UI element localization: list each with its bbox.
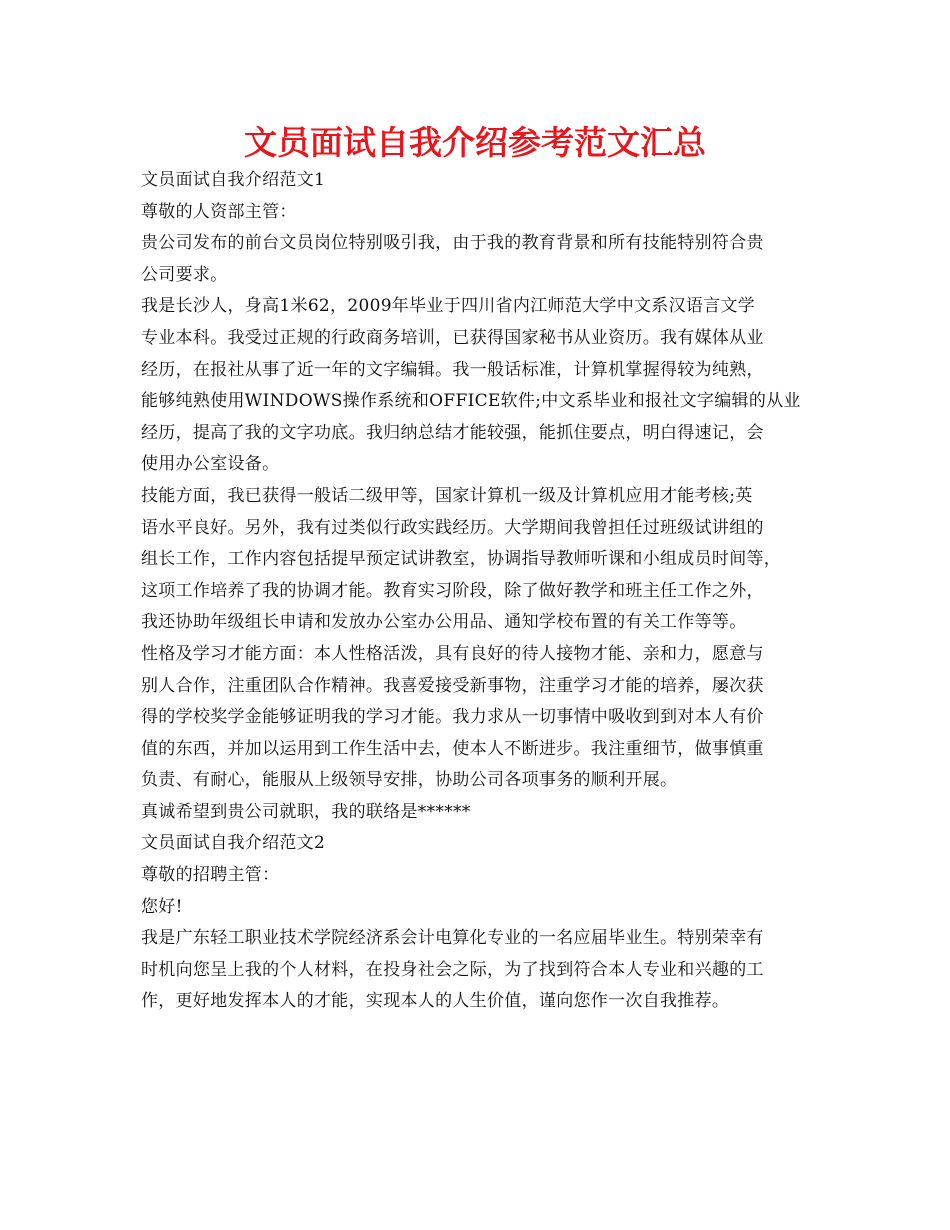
text-line: 我还协助年级组长申请和发放办公室办公用品、通知学校布置的有关工作等等。 <box>141 612 747 633</box>
text-line: 专业本科。我受过正规的行政商务培训，已获得国家秘书从业资历。我有媒体从业 <box>141 327 764 348</box>
text-line: 这项工作培养了我的协调才能。教育实习阶段，除了做好教学和班主任工作之外， <box>141 580 764 601</box>
text-line: 组长工作，工作内容包括提早预定试讲教室，协调指导教师听课和小组成员时间等， <box>141 549 782 570</box>
text-line: 技能方面，我已获得一般话二级甲等，国家计算机一级及计算机应用才能考核;英 <box>141 485 753 506</box>
text-line: 尊敬的人资部主管： <box>141 201 297 222</box>
text-line: 经历，提高了我的文字功底。我归纳总结才能较强，能抓住要点，明白得速记，会 <box>141 422 764 443</box>
text-line: 时机向您呈上我的个人材料，在投身社会之际，为了找到符合本人专业和兴趣的工 <box>141 959 764 980</box>
text-line: 负责、有耐心，能服从上级领导安排，协助公司各项事务的顺利开展。 <box>141 770 678 791</box>
text-line: 经历，在报社从事了近一年的文字编辑。我一般话标准，计算机掌握得较为纯熟， <box>141 359 764 380</box>
text-line: 您好! <box>141 896 183 917</box>
document-title: 文员面试自我介绍参考范文汇总 <box>244 123 706 162</box>
text-line: 使用办公室设备。 <box>141 454 280 475</box>
text-line: 贵公司发布的前台文员岗位特别吸引我，由于我的教育背景和所有技能特别符合贵 <box>141 233 764 254</box>
text-line: 作，更好地发挥本人的才能，实现本人的人生价值，谨向您作一次自我推荐。 <box>141 991 730 1012</box>
text-line: 文员面试自我介绍范文1 <box>141 170 326 190</box>
text-line: 得的学校奖学金能够证明我的学习才能。我力求从一切事情中吸收到到对本人有价 <box>141 707 764 728</box>
text-line: 能够纯熟使用WINDOWS操作系统和OFFICE软件;中文系毕业和报社文字编辑的从业 <box>141 391 801 412</box>
text-line: 我是长沙人，身高1米62，2009年毕业于四川省内江师范大学中文系汉语言文学 <box>141 296 756 317</box>
text-line: 公司要求。 <box>141 264 228 285</box>
text-line: 尊敬的招聘主管： <box>141 865 280 886</box>
document-body <box>141 165 821 1018</box>
text-line: 性格及学习才能方面：本人性格活泼，具有良好的待人接物才能、亲和力，愿意与 <box>141 643 764 664</box>
text-line: 我是广东轻工职业技术学院经济系会计电算化专业的一名应届毕业生。特别荣幸有 <box>141 928 764 949</box>
text-line: 语水平良好。另外，我有过类似行政实践经历。大学期间我曾担任过班级试讲组的 <box>141 517 764 538</box>
text-line: 文员面试自我介绍范文2 <box>141 833 326 854</box>
text-line: 值的东西，并加以运用到工作生活中去，使本人不断进步。我注重细节，做事慎重 <box>141 738 764 759</box>
text-line: 真诚希望到贵公司就职，我的联络是****** <box>141 801 471 822</box>
text-line: 别人合作，注重团队合作精神。我喜爱接受新事物，注重学习才能的培养，屡次获 <box>141 675 764 696</box>
